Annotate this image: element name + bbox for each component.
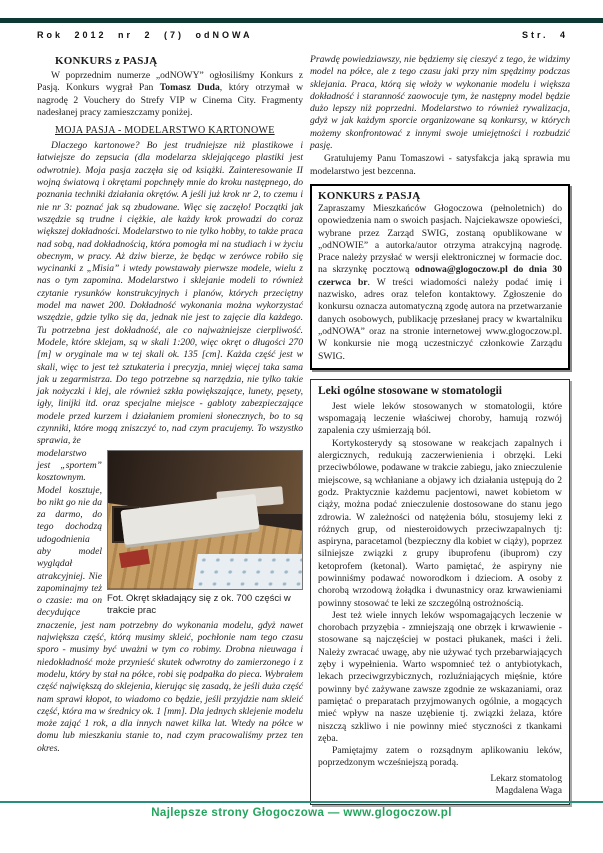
photo-figure [107, 450, 303, 617]
congratulations-paragraph: Gratulujemy Panu Tomaszowi - satysfakcja jaką sprawia mu modelarstwo jest bezcenna. [310, 153, 570, 177]
contest-box-title: KONKURS z PASJĄ [318, 189, 421, 202]
top-rule [0, 18, 603, 23]
signature-name: Magdalena Waga [495, 785, 562, 797]
right-column [310, 54, 570, 805]
stomatology-paragraph: Pamiętajmy zatem o rozsądnym aplikowaniu leków, poprzedzonym wcześniejszą poradą. [318, 745, 562, 769]
stomatology-article-box [310, 379, 570, 805]
essay-title: MOJA PASJA - MODELARSTWO KARTONOWE [55, 125, 275, 137]
header-issue-label: Rok 2012 nr 2 (7) odNOWA [37, 30, 253, 40]
stomatology-title: Leki ogólne stosowane w stomatologii [318, 384, 502, 397]
contest-box-body [318, 203, 562, 363]
contest-email-deadline: odnowa@glogoczow.pl do dnia 30 czerwca br [318, 264, 562, 288]
photo-wrap-section [37, 448, 303, 755]
stomatology-paragraph: Jest wiele leków stosowanych w stomatologii, które wspomagają leczenie właściwej choroby, hamują rozwój zapalenia czy uśmierzają ból. [318, 400, 562, 437]
header-page-number: Str. 4 [521, 30, 568, 40]
contest-box-text-pre: Zapraszamy Mieszkańców Głogoczowa (pełnoletnich) do opowiedzenia nam o swoich pasjach. Najciekawsze opowieści, wybrane przez Zarząd SWIG, zostaną opublikowane w „odNOWIE” a autorka/autor otrzyma atrakcyjną nagrodę. Prace należy przysłać w wersji elektronicznej w formacie doc. na skrzynkę pocztową [318, 202, 562, 276]
photo-caption: Fot. Okręt składający się z ok. 700 części w trakcie prac [107, 592, 291, 616]
contest-article-title: KONKURS z PASJĄ [55, 55, 158, 67]
footer-rule [0, 801, 603, 803]
contest-intro-paragraph [37, 70, 303, 119]
page-header [37, 30, 568, 40]
signature-role: Lekarz stomatolog [490, 772, 562, 784]
footer-site-banner: Najlepsze strony Głogoczowa — www.glogoczow.pl [151, 807, 452, 819]
intro-text-post: , który otrzymał w nagrodę 2 Vouchery do Strefy VIP w Cinema City. Fragmenty nadesłanej pracy zamieszczamy poniżej. [37, 82, 304, 118]
page-content [37, 54, 570, 805]
contest-announcement-box [310, 184, 570, 370]
left-column [37, 54, 303, 805]
essay-body-3: Prawdę powiedziawszy, nie będziemy się cieszyć z tego, że widzimy model na półce, ale z tego czasu jaki przy nim spędzimy podczas sklejania. Praca, którą się włoży w wykonanie modelu i większa dokładność i staranność zaowocuje tym, że następny model będzie dużo lepszy niż poprzedni. Modelarstwo to również rywalizacja, gdyż w jak każdym sporcie organizowane są konkursy, w których możemy skonfrontować z innymi swoje umiejętności i rozbudzić pasję. [310, 54, 570, 152]
photo-art-layer [193, 554, 303, 590]
model-ship-photo [107, 450, 303, 590]
essay-continuation-text: decydujące znaczenie, jest nam potrzebny do wykonania modelu, gdyż nawet największa część, którą musimy skleić, pochłonie nam tego czasu sporo - musimy być uważni w tym co robimy. Drobna nieuwaga i niedokładność może przynieść skutek odwrotny do zamierzonego i z modelu, który by stał na półce, robi się podpałka do pieca. Wybrałem część największą do sklejenia, kierując się zasadą, że jeśli duża część nam sprawi kłopot, to wiadomo co będzie, jeśli przyjdzie nam skleić część, która ma w średnicy ok. 1 [mm]. Dla jednych sklejenie modelu może zająć 1 rok, a dla innych nawet kilka lat. Wtedy na półce w domu lub mieszkaniu stanie to, nad czym pracowaliśmy przez ten okres. [37, 607, 303, 754]
contest-box-text-post: . W treści wiadomości należy podać imię i nazwisko, adres oraz telefon kontaktowy. Zgłoszenie do konkursu oznacza automatyczną zgodę autora na przetwarzanie danych osobowych, publikację przesłanej pracy w kwartalniku „odNOWA” oraz na stronie internetowej www.glogoczow.pl. W konkursie nie mogą uczestniczyć członkowie Zarządu SWIG. [318, 276, 562, 362]
essay-wrap-text: modelarstwo jest „sportem” kosztownym. Model kosztuje, bo nikt go nie da za darmo, do tego dochodzą udogodnienia aby model wyglądał atrakcyjniej. Nie zapominajmy też o czasie: ma on [37, 447, 102, 607]
stomatology-paragraph: Jest też wiele innych leków wspomagających leczenie w chorobach przyzębia - zmniejszają one obrzęk i krwawienie - stosowane są najczęściej w postaci płukanek, maści i żeli. Należy zwracać uwagę, aby nie używać tych przebarwiających zęby i wypełnienia. Warto wspomnieć też o antybiotykach, lekach przeciwgrzybicznych, rozluźniających mięśnie, które powinny być zażywane zawsze zgodnie ze wskazaniami, oraz pamiętać o preparatach przyjmowanych ogólnie, a mogących mieć wpływ na nasze uzębienie tj. związki żelaza, które niszczą szkliwo i nie powinny mieć styczności z tkankami zęba. [318, 609, 562, 744]
essay-body-1: Dlaczego kartonowe? Bo jest trudniejsze niż plastikowe i łatwiejsze do zepsucia (dla modelarza sklejającego plastiki jest odwrotnie). Moja pasja zaczęła się od książki. Zainteresowanie II wojną światową i okrętami popchnęły mnie do kroku następnego, do poznania techniki działania okrętów. A jeśli już krok nr 2, to czemu i nie nr 3: poznać jak są zbudowane. Więc się zaczęło! Początki jak wszędzie są trudne i ciężkie, ale każdy krok prowadzi do coraz większej dokładności. Modelarstwo to nie tylko hobby, to także praca nad sobą, nad dokładnością, która pomogła mi na studiach i w życiu obecnym, w pracy. Aż dziw bierze, że będąc w zerówce robiło się wycinanki z „Misia” i wtedy powstawały pierwsze modele, wielu z nas o tym zapomina. Modelarstwo i sklejanie modeli to również czytanie rysunków konstrukcyjnych i planów, których przeciętny model ma nawet 200. Dokładność wykonania można wykorzystać wszędzie, gdzie tylko się da, jednak nie jest to zajęcie dla każdego. Tu potrzebna jest dokładność, ale co najważniejsze cierpliwość. Modele, które sklejam, są w skali 1:200, więc okręt o długości 270 [m] w oryginale ma w tej skali ok. 135 [cm]. Każda część jest w skali, więc to jest też sztukateria i precyzja, mniej więcej taka sama jak u zegarmistrza. Do tego potrzebne są narzędzia, nie tylko takie jak nożyczki i klej, ale również szkła powiększające, lunety, pęsety, igły, linijki itd. oraz specjalne miejsce - gabloty zabezpieczające modele przed kurzem i działaniem promieni słonecznych, bo to są czynniki, które mogą zniszczyć to, nad czym pracujemy. To wszystko sprawia, że [37, 140, 303, 447]
intro-text-pre: W poprzednim numerze „odNOWY” ogłosiliśmy Konkurs z Pasją. Konkurs wygrał Pan [37, 70, 303, 94]
winner-name: Tomasz Duda [159, 82, 220, 94]
signature-block [318, 773, 562, 798]
stomatology-paragraph: Kortykosterydy są stosowane w reakcjach zapalnych i alergicznych, redukują zaczerwienienia i obrzęki. Leki przeciwbólowe, podawane w trakcie zabiegu, jako znieczulenie miejscowe, są wchłaniane a objawy ich działania ustępują do 2 godz. Praktycznie każdemu pacjentowi, nawet kobietom w ciąży, można podać znieczulenie dostosowane do stanu jego zdrowia. W zależności od natężenia bólu, stosujemy leki z różnych grup, od niesteroidowych przeciwzapalnych tj: aspiryna, paracetamol (bezpieczny dla kobiet w ciąży), poprzez silniejsze związki z grupy ibuprofenu (ibuprom) czy ketoprofem (ketonal). Warto pamiętać, że aspiryny nie powinniśmy podawać noworodkom i dzieciom. A osoby z chorobą wrzodową żołądka i dwunastnicy oraz krwawieniami powinny stosować te leki ze szczególną ostrożnością. [318, 437, 562, 609]
